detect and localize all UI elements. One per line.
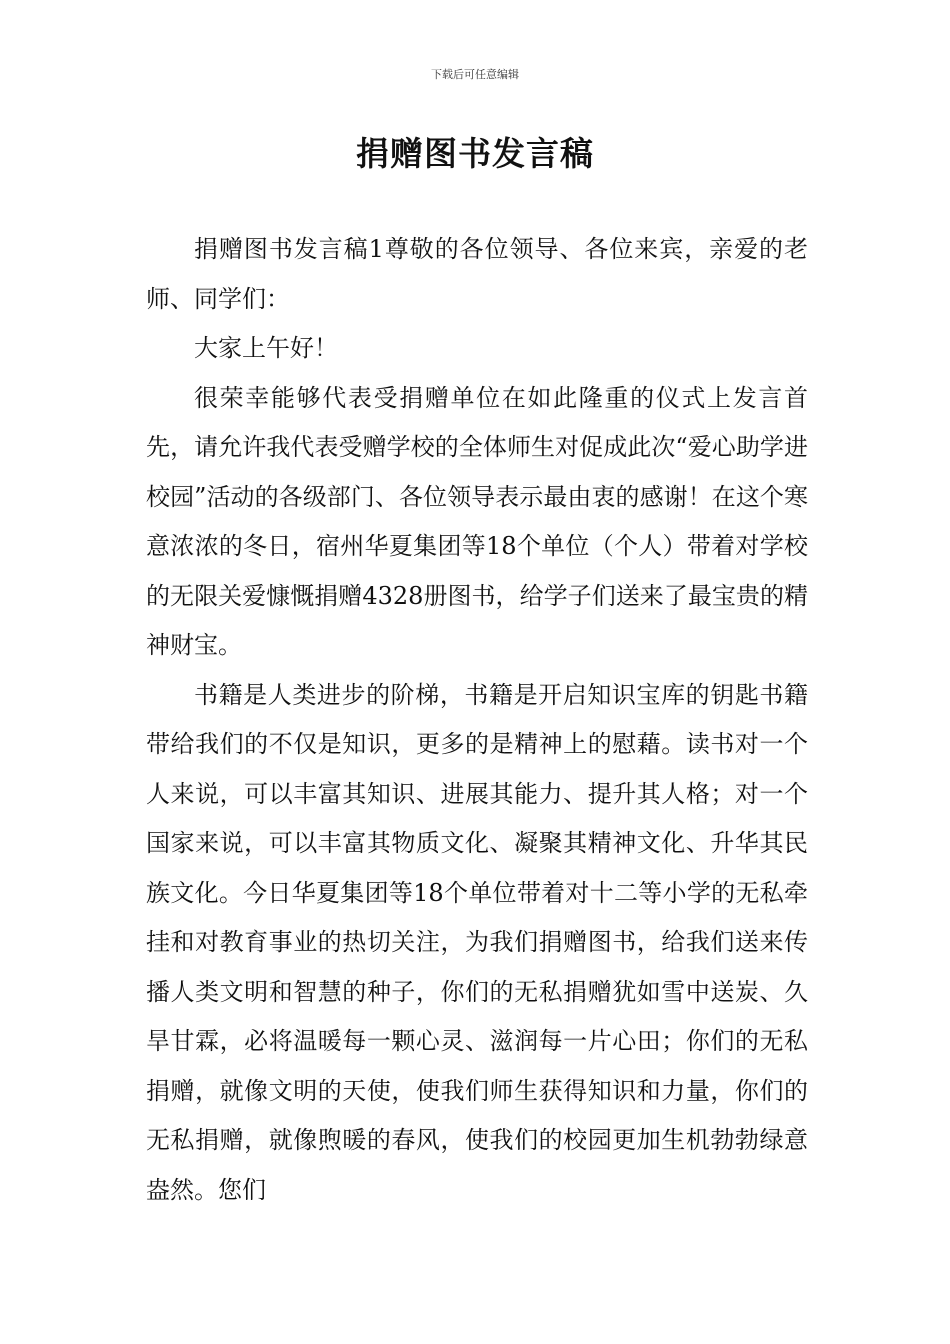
paragraph-thanks: 很荣幸能够代表受捐赠单位在如此隆重的仪式上发言首先，请允许我代表受赠学校的全体师生对促成此次“爱心助学进校园”活动的各级部门、各位领导表示最由衷的感谢！在这个寒意浓浓的冬日，宿州华夏集团等18个单位（个人）带着对学校的无限关爱慷慨捐赠4328册图书，给学子们送来了最宝贵的精神财宝。 bbox=[146, 383, 808, 659]
document-title: 捐赠图书发言稿 bbox=[356, 134, 594, 173]
header-note: 下载后可任意编辑 bbox=[431, 68, 519, 81]
document-body bbox=[146, 225, 808, 1215]
paragraph-greeting: 大家上午好！ bbox=[194, 334, 338, 362]
paragraph-books: 书籍是人类进步的阶梯，书籍是开启知识宝库的钥匙书籍带给我们的不仅是知识，更多的是精神上的慰藉。读书对一个人来说，可以丰富其知识、进展其能力、提升其人格；对一个国家来说，可以丰富其物质文化、凝聚其精神文化、升华其民族文化。今日华夏集团等18个单位带着对十二等小学的无私牵挂和对教育事业的热切关注，为我们捐赠图书，给我们送来传播人类文明和智慧的种子，你们的无私捐赠犹如雪中送炭、久旱甘霖，必将温暖每一颗心灵、滋润每一片心田；你们的无私捐赠，就像文明的天使，使我们师生获得知识和力量，你们的无私捐赠，就像煦暖的春风，使我们的校园更加生机勃勃绿意盎然。您们 bbox=[146, 680, 808, 1204]
paragraph-salutation: 捐赠图书发言稿1尊敬的各位领导、各位来宾，亲爱的老师、同学们： bbox=[146, 235, 808, 313]
